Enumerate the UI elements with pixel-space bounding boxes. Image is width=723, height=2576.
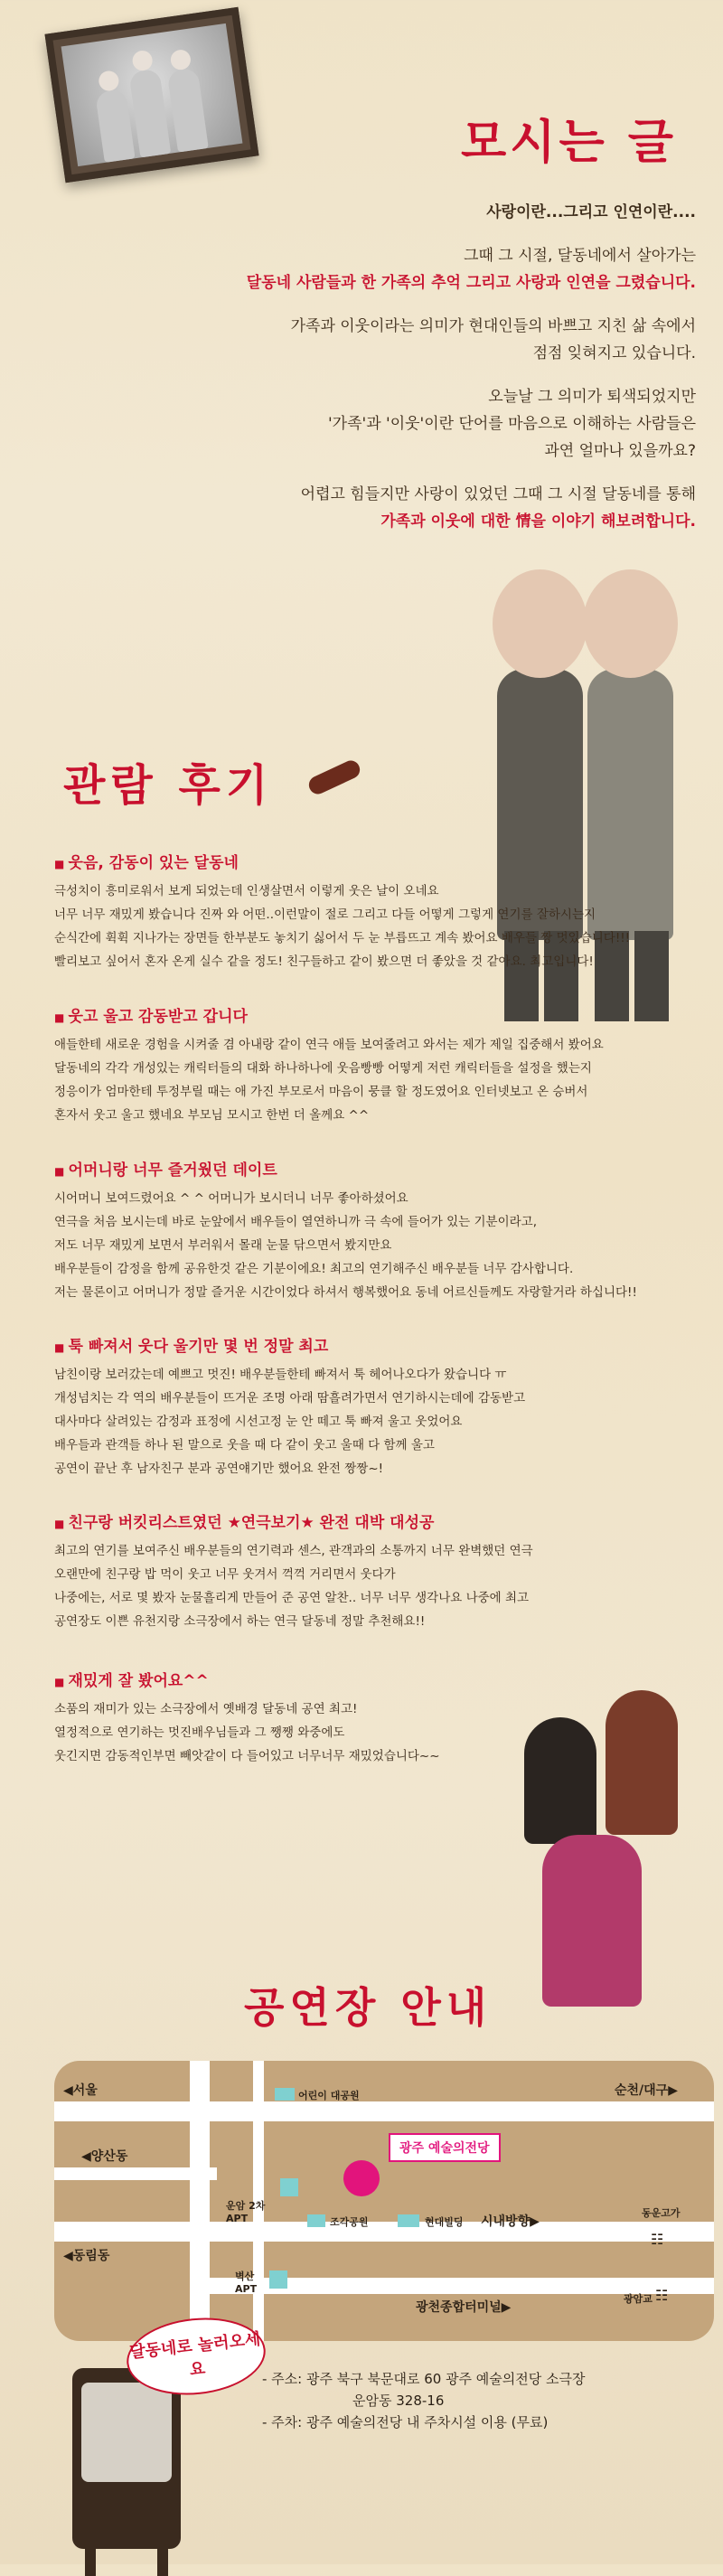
review-line: 공연장도 이쁜 유천지랑 소극장에서 하는 연극 달동네 정말 추천해요!! xyxy=(54,1614,426,1629)
review-line: 오랜만에 친구랑 밥 먹이 웃고 너무 웃겨서 꺽꺽 거리면서 웃다가 xyxy=(54,1567,396,1582)
review-title: ■ 어머니랑 너무 즐거웠던 데이트 xyxy=(54,1157,687,1180)
venue-map xyxy=(54,2061,714,2341)
kid-park-block xyxy=(275,2088,295,2101)
intro-line: 사랑이란...그리고 인연이란.... xyxy=(486,203,696,221)
map-label-baeksan: 벽산 APT xyxy=(235,2270,258,2295)
intro-line: 점점 잊혀지고 있습니다. xyxy=(532,344,696,362)
map-label-sculpture: 조각공원 xyxy=(330,2216,369,2228)
review-item xyxy=(54,1157,687,1304)
map-label-kid-park: 어린이 대공원 xyxy=(298,2090,360,2101)
review-item xyxy=(54,1668,524,1768)
intro-text xyxy=(208,199,696,535)
map-label-dongnim: ◀동림동 xyxy=(63,2249,110,2263)
review-line: 배우들과 관객들 하나 된 말으로 웃을 때 다 같이 웃고 울때 다 함께 울고 xyxy=(54,1438,435,1453)
review-line: 열정적으로 연기하는 멋진배우님들과 그 쨍쨍 와중에도 xyxy=(54,1725,345,1740)
sculpture-park-block xyxy=(307,2214,325,2227)
review-line: 공연이 끝난 후 남자친구 분과 공연얘기만 했어요 완전 짱짱~! xyxy=(54,1462,384,1476)
brush-icon xyxy=(306,757,363,796)
review-title: ■ 툭 빠져서 웃다 울기만 몇 번 정말 최고 xyxy=(54,1333,687,1356)
tv-illustration xyxy=(72,2368,181,2549)
map-label-downtown: 시내방향▶ xyxy=(481,2214,540,2229)
unam-apt-block xyxy=(280,2178,298,2196)
family-photo-frame xyxy=(44,7,258,183)
reviews-title: 관람 후기 xyxy=(63,760,274,811)
review-line: 웃긴지면 감동적인부면 빼앗같이 다 들어있고 너무너무 재밌었습니다~~ xyxy=(54,1749,440,1763)
review-title: ■ 웃음, 감동이 있는 달동네 xyxy=(54,850,687,872)
actresses-illustration xyxy=(506,1681,705,2061)
review-title: ■ 웃고 울고 감동받고 갑니다 xyxy=(54,1003,687,1026)
family-photo xyxy=(61,24,243,166)
review-line: 남친이랑 보러갔는데 예쁘고 멋진! 배우분들한테 빠져서 툭 헤어나오다가 왔습니다 ㅠ xyxy=(54,1368,507,1382)
review-line: 연극을 처음 보시는데 바로 눈앞에서 배우들이 열연하니까 극 속에 들어가 있는 기분이라고, xyxy=(54,1215,538,1229)
review-item xyxy=(54,1509,687,1633)
review-line: 나중에는, 서로 몇 봤자 눈물흘리게 만들어 준 공연 알찬.. 너무 너무 생각나요 나중에 최고 xyxy=(54,1591,530,1605)
intro-line: 가족과 이웃에 대한 情을 이야기 해보려합니다. xyxy=(380,512,696,531)
review-line: 혼자서 웃고 울고 했네요 부모님 모시고 한번 더 올께요 ^^ xyxy=(54,1108,370,1123)
review-line: 소품의 재미가 있는 소극장에서 옛배경 달동네 공연 최고! xyxy=(54,1702,358,1716)
review-line: 정응이가 엄마한테 투정부릴 때는 애 가진 부모로서 마음이 뭉클 할 정도였어요 인터넷보고 온 승버서 xyxy=(54,1085,588,1099)
map-label-dongun: 동운고가 xyxy=(642,2207,681,2219)
intro-line: 달동네 사람들과 한 가족의 추억 그리고 사랑과 인연을 그렸습니다. xyxy=(246,274,696,292)
venue-title: 공연장 안내 xyxy=(244,1983,493,2032)
map-label-yangsan: ◀양산동 xyxy=(81,2149,128,2164)
venue-name-label: 광주 예술의전당 xyxy=(389,2133,501,2162)
review-line: 개성넘치는 각 역의 배우분들이 뜨거운 조명 아래 땀흘려가면서 연기하시는데에 감동받고 xyxy=(54,1391,526,1406)
review-line: 저는 물론이고 어머니가 정말 즐거운 시간이었다 하셔서 행복했어요 동네 어르신들께도 자랑할거라 하십니다!! xyxy=(54,1285,637,1300)
intro-title: 모시는 글 xyxy=(461,116,678,170)
review-line: 대사마다 살려있는 감정과 표정에 시선고정 눈 안 떼고 툭 빠져 울고 웃었어요 xyxy=(54,1415,463,1429)
review-item xyxy=(54,1003,687,1127)
address-line: - 주소: 광주 북구 북문대로 60 광주 예술의전당 소극장 xyxy=(262,2371,586,2387)
map-label-suncheon: 순천/대구▶ xyxy=(615,2083,678,2098)
bridge-icon: ☷ xyxy=(651,2231,664,2248)
map-label-gwangju-bridge: 광암교 xyxy=(624,2293,653,2305)
venue-marker-icon xyxy=(343,2160,380,2196)
parking-line: - 주차: 광주 예술의전당 내 주차시설 이용 (무료) xyxy=(262,2414,549,2430)
review-line: 애들한테 새로운 경험을 시켜줄 겸 아내랑 같이 연극 애들 보여줄려고 와서는 제가 제일 집중해서 봤어요 xyxy=(54,1038,604,1052)
review-line: 달동네의 각각 개성있는 캐릭터들의 대화 하나하나에 웃음빵빵 어떻게 저런 캐릭터들을 설정을 했는지 xyxy=(54,1061,592,1076)
intro-line: '가족'과 '이웃'이란 단어를 마음으로 이해하는 사람들은 xyxy=(328,415,696,433)
review-line: 최고의 연기를 보여주신 배우분들의 연기력과 센스, 관객과의 소통까지 너무 완벽했던 연극 xyxy=(54,1544,533,1558)
map-label-gwangcheon: 광천종합터미널▶ xyxy=(416,2300,512,2315)
review-title: ■ 재밌게 잘 봤어요^^ xyxy=(54,1668,524,1690)
baeksan-apt-block xyxy=(269,2270,287,2289)
review-line: 너무 너무 재밌게 봤습니다 진짜 와 어떤..이런말이 절로 그리고 다들 어떻게 그렇게 연기를 잘하시는지 xyxy=(54,907,596,922)
review-item xyxy=(54,1333,687,1481)
intro-line: 가족과 이웃이라는 의미가 현대인들의 바쁘고 지친 삶 속에서 xyxy=(290,317,696,335)
hyundai-building-block xyxy=(398,2214,419,2227)
bridge-icon: ☷ xyxy=(655,2287,669,2304)
intro-line: 그때 그 시절, 달동네에서 살아가는 xyxy=(464,247,696,265)
intro-line: 과연 얼마나 있을까요? xyxy=(544,442,696,460)
review-title: ■ 친구랑 버킷리스트였던 ★연극보기★ 완전 대박 대성공 xyxy=(54,1509,687,1532)
review-line: 순식간에 휙휙 지나가는 장면들 한부분도 놓치기 싫어서 두 눈 부릅뜨고 계속 봤어요 배우들 짱 멋있습니다!!! xyxy=(54,931,631,945)
map-label-seoul: ◀서울 xyxy=(63,2083,98,2098)
review-line: 시어머니 보여드렸어요 ^ ^ 어머니가 보시더니 너무 좋아하셨어요 xyxy=(54,1191,408,1206)
map-label-unam: 운암 2차 APT xyxy=(226,2200,266,2224)
venue-info xyxy=(262,2368,714,2433)
speech-bubble: 달동네로 놀러오세요 xyxy=(123,2311,269,2402)
intro-line: 어렵고 힘들지만 사랑이 있었던 그때 그 시절 달동네를 통해 xyxy=(300,485,696,503)
address-line: 운암동 328-16 xyxy=(352,2393,445,2409)
review-item xyxy=(54,850,687,973)
review-line: 저도 너무 재밌게 보면서 부러워서 몰래 눈물 닦으면서 봤지만요 xyxy=(54,1238,392,1253)
map-label-hyundai: 현대빌딩 xyxy=(425,2216,464,2228)
intro-line: 오늘날 그 의미가 퇴색되었지만 xyxy=(488,388,696,406)
review-line: 빨리보고 싶어서 혼자 온게 실수 같을 정도! 친구들하고 같이 봤으면 더 좋았을 것 같아요. 최고입니다! xyxy=(54,954,594,969)
review-line: 극성치이 흥미로워서 보게 되었는데 인생살면서 이렇게 웃은 날이 오네요 xyxy=(54,884,439,898)
review-line: 배우분들이 감정을 함께 공유한것 같은 기분이에요! 최고의 연기해주신 배우분들 너무 감사합니다. xyxy=(54,1262,574,1276)
